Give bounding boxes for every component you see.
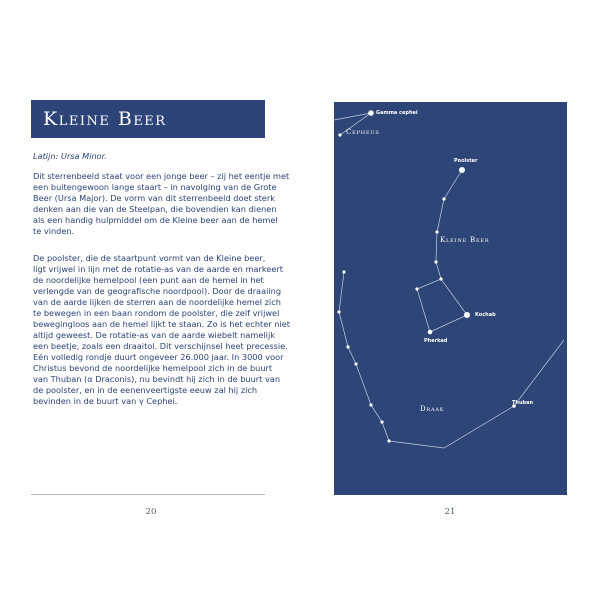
footer-rule <box>31 494 265 495</box>
paragraph-2 <box>33 253 290 407</box>
star <box>354 362 357 365</box>
star-pherkad <box>428 330 433 335</box>
star <box>338 133 341 136</box>
text-line: altijd geweest. De rotatie-as van de aarde wiebelt namelijk <box>33 330 275 340</box>
star <box>346 345 349 348</box>
star-poolster <box>459 167 465 173</box>
page-title: Kleine Beer <box>43 108 167 130</box>
paragraph-1 <box>33 171 290 237</box>
star <box>435 230 438 233</box>
label-pherkad: Pherkad <box>424 338 448 344</box>
text-line: van de aarde lijken de sterren aan de noordelijke hemel zich <box>33 297 281 307</box>
text-line: te bewegen in een baan rondom de poolster, die zelf vrijwel <box>33 308 280 318</box>
text-line: te vinden. <box>33 226 75 236</box>
text-line: een beetje, zoals een draaitol. Dit verschijnsel heet precessie. <box>33 341 288 351</box>
text-line: denken aan die van de Steelpan, die bovendien kan dienen <box>33 204 277 214</box>
star <box>342 270 345 273</box>
label-cepheus: Cepheus <box>346 128 380 136</box>
kleine-beer-line <box>436 170 462 279</box>
star-map <box>334 102 567 495</box>
star <box>434 260 437 263</box>
star <box>387 439 390 442</box>
text-line: ligt vrijwel in lijn met de rotatie-as van de aarde en markeert <box>33 264 283 274</box>
cepheus-line <box>334 113 371 120</box>
latin-name: Latijn: Ursa Minor. <box>33 151 107 161</box>
star <box>337 310 340 313</box>
label-gamma-cephei: Gamma cephei <box>376 110 418 116</box>
star <box>415 287 418 290</box>
text-line: een buitengewoon lange staart – in navolging van de Grote <box>33 182 277 192</box>
page-number-right: 21 <box>444 507 456 517</box>
text-line: Beer (Ursa Major). De vorm van dit sterrenbeeld doet sterk <box>33 193 275 203</box>
text-line: bevinden in de buurt van γ Cephei. <box>33 396 178 406</box>
constellation-lines <box>334 102 567 495</box>
label-kochab: Kochab <box>475 312 496 318</box>
text-line: de noordelijke hemelpool (een punt aan de hemel in het <box>33 275 264 285</box>
star-gamma-cephei <box>368 110 374 116</box>
text-line: Dit sterrenbeeld staat voor een jonge beer – zij het eentje met <box>33 171 290 181</box>
star <box>380 420 383 423</box>
text-line: als een handig hulpmiddel om de Kleine beer aan de hemel <box>33 215 278 225</box>
title-bar <box>31 100 265 138</box>
text-line: verlengde van de geografische noordpool). Door de draaiing <box>33 286 282 296</box>
page-number-left: 20 <box>145 507 157 517</box>
text-line: Eén volledig rondje duurt ongeveer 26.000 jaar. In 3000 voor <box>33 352 284 362</box>
star <box>439 277 442 280</box>
text-line: bewegingloos aan de hemel lijkt te staan. Zo is het echter niet <box>33 319 290 329</box>
text-line: De poolster, die de staartpunt vormt van de Kleine beer, <box>33 253 266 263</box>
star <box>369 403 372 406</box>
label-draak: Draak <box>420 405 445 413</box>
text-line: Christus bevond de noordelijke hemelpool zich in de buurt <box>33 363 273 373</box>
star-kochab <box>464 312 470 318</box>
label-thuban: Thuban <box>512 400 534 406</box>
kleine-beer-bowl <box>417 279 467 332</box>
star <box>442 197 445 200</box>
label-poolster: Poolster <box>454 158 478 164</box>
text-line: van Thuban (α Draconis), nu bevindt hij zich in de buurt van <box>33 374 281 384</box>
draak-line <box>339 272 564 448</box>
label-kleine-beer: Kleine Beer <box>440 236 490 244</box>
text-line: de poolster, en in de eenenveertigste eeuw zal hij zich <box>33 385 258 395</box>
